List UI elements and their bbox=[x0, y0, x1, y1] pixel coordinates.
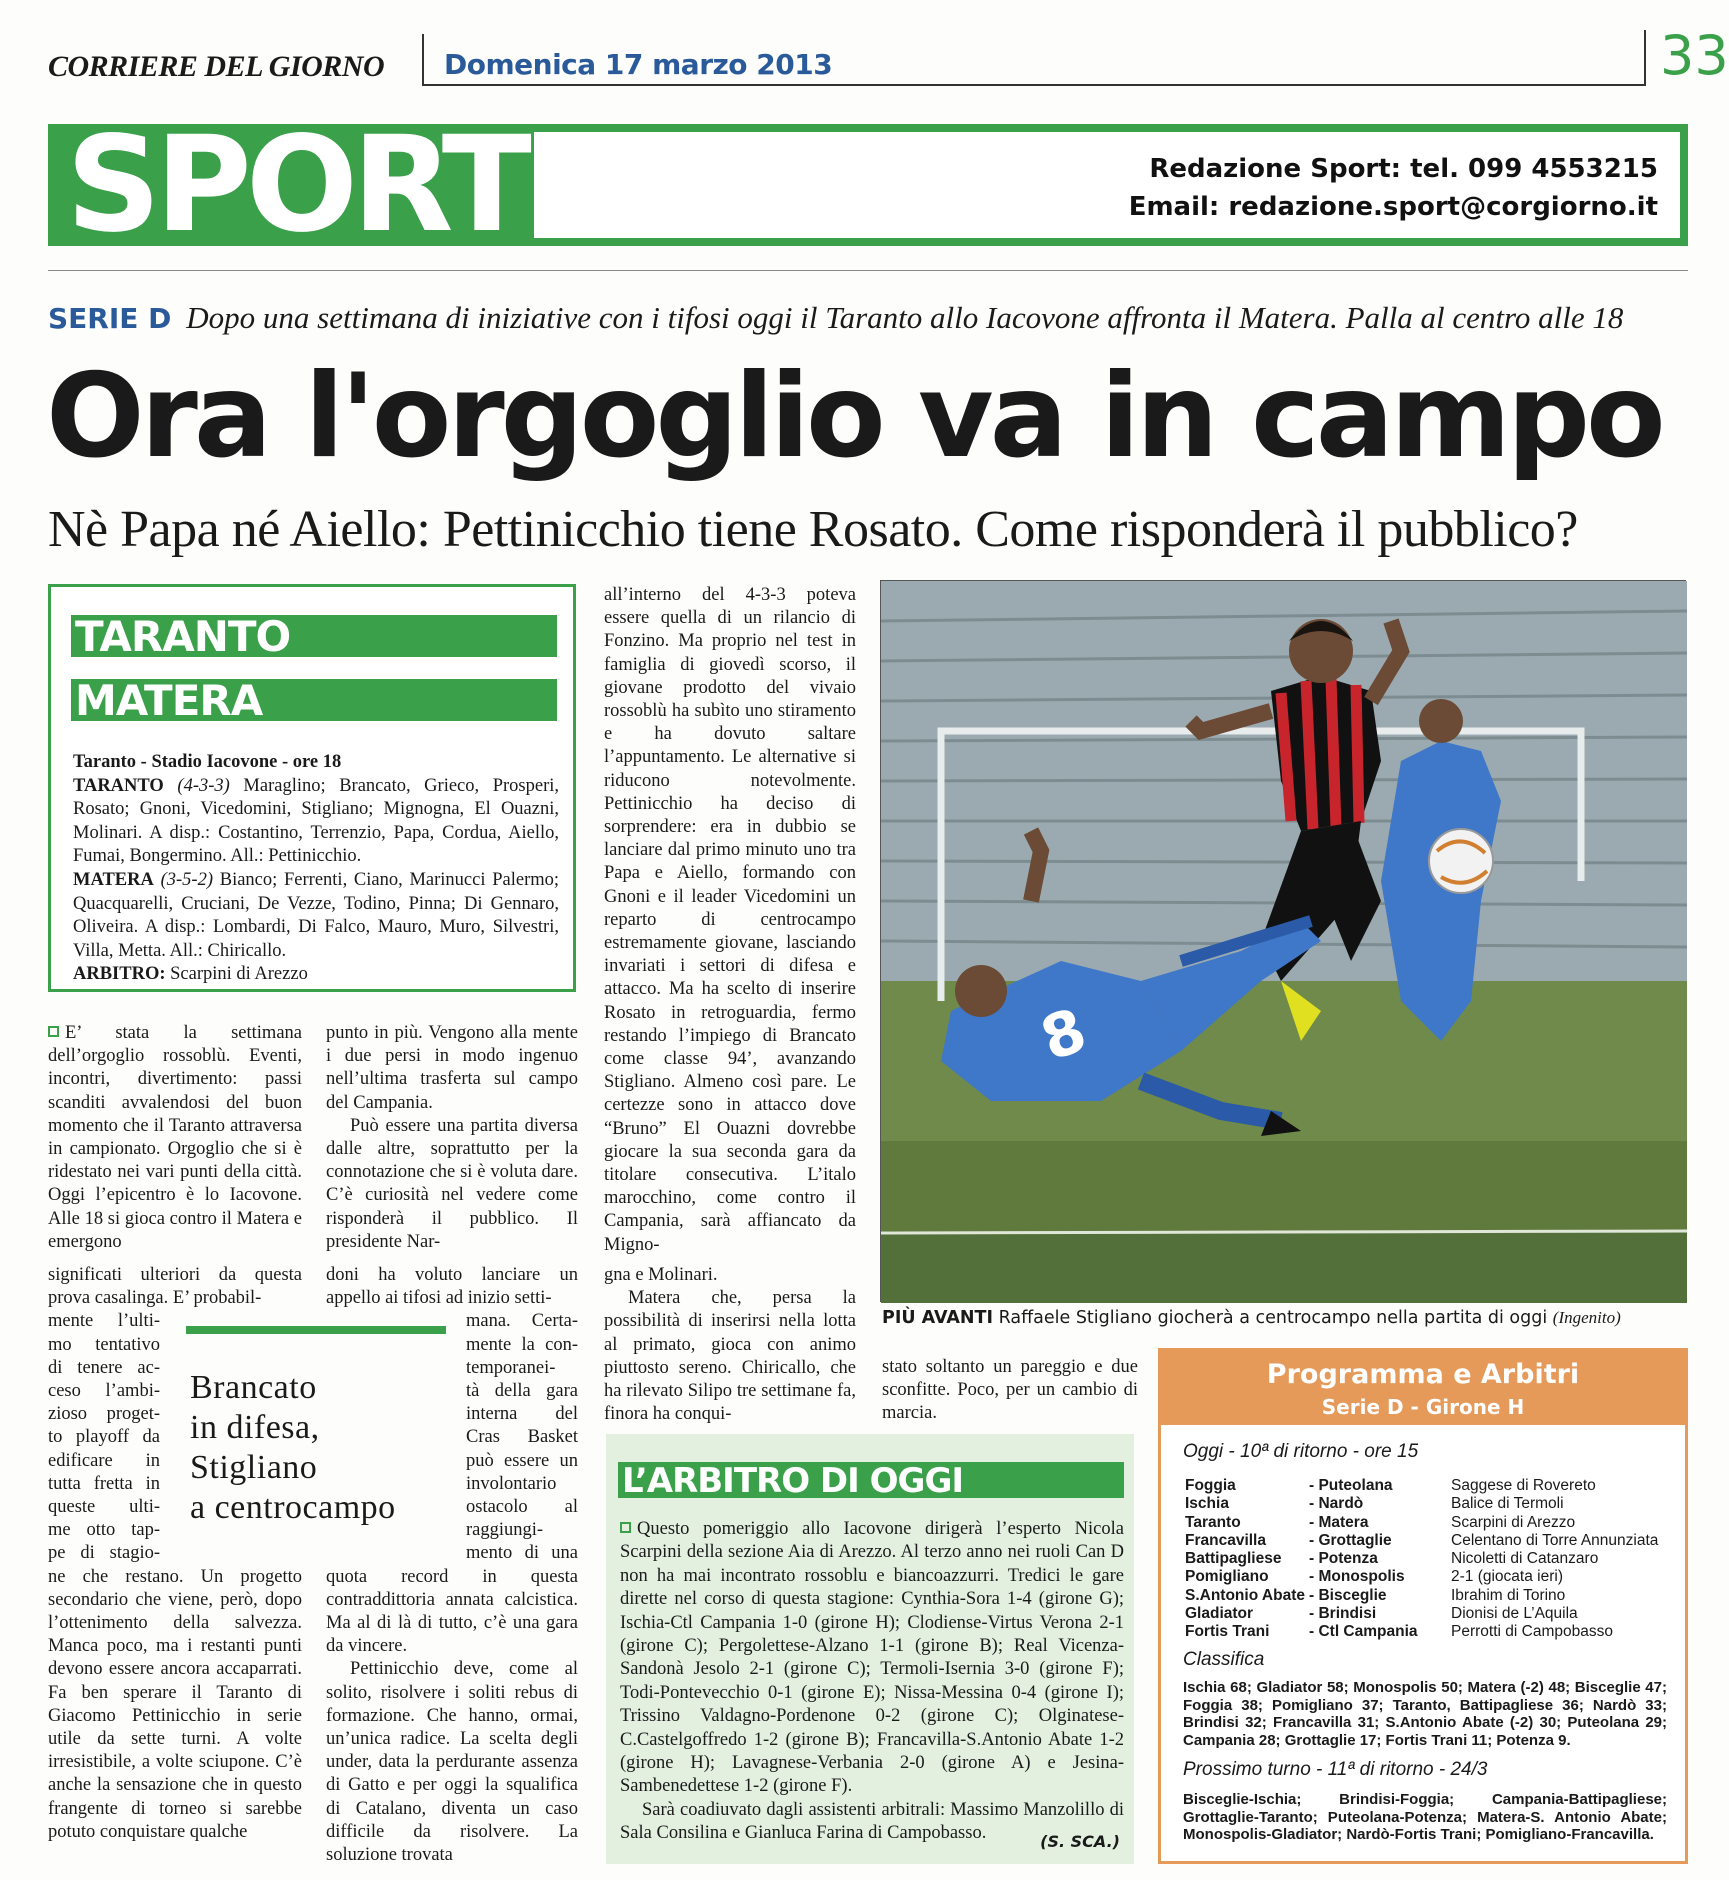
bullet-icon bbox=[620, 1522, 631, 1533]
article-col1-top: E’ stata la settimana dell’orgoglio rossoblù. Eventi, incontri, divertimento: passi scanditi avvalendosi del buon momento che il Taranto attraversa in campionato. Orgoglio che si è ridestato nei vari punti della città. Oggi l’epicentro è lo Iacovone. Alle 18 si gioca contro il Matera e emergono bbox=[48, 1023, 302, 1252]
fixture-referee: Perrotti di Campobasso bbox=[1451, 1623, 1613, 1641]
lineups bbox=[73, 751, 559, 987]
kicker-tag: SERIE D bbox=[48, 302, 172, 335]
referee-box-title: L’ARBITRO DI OGGI bbox=[618, 1462, 1124, 1498]
fixture-referee: Saggese di Rovereto bbox=[1451, 1477, 1596, 1494]
fixture-home: Pomigliano bbox=[1185, 1568, 1269, 1586]
next-round: Bisceglie-Ischia; Brindisi-Foggia; Campania-Battipagliese; Grottaglie-Taranto; Puteolana-Potenza; Matera-S. Antonio Abate; Monospolis-Gladiator; Nardò-Fortis Trani; Pomigliano-Francavilla. bbox=[1183, 1791, 1667, 1844]
fixture-away: - Nardò bbox=[1309, 1495, 1364, 1513]
section-banner bbox=[48, 108, 1688, 262]
fixture-row bbox=[1185, 1495, 1665, 1513]
issue-date: Domenica 17 marzo 2013 bbox=[444, 48, 833, 81]
fixture-row bbox=[1185, 1477, 1665, 1495]
caption-text: Raffaele Stigliano giocherà a centrocampo nella partita di oggi bbox=[998, 1308, 1548, 1328]
fixture-referee: Balice di Termoli bbox=[1451, 1495, 1564, 1513]
wrapped-line: raggiungi- bbox=[466, 1520, 544, 1541]
wrapped-line: mente l’ulti- bbox=[48, 1311, 160, 1332]
program-subtitle: Serie D - Girone H bbox=[1321, 1395, 1525, 1419]
wrapped-line: temporanei- bbox=[466, 1357, 556, 1378]
shirt-number: 8 bbox=[1032, 995, 1096, 1076]
headline: Ora l'orgoglio va in campo bbox=[46, 349, 1662, 484]
fixture-away: - Ctl Campania bbox=[1309, 1623, 1418, 1641]
wrapped-line: involontario bbox=[466, 1473, 557, 1494]
team-home-bar: TARANTO bbox=[71, 615, 557, 657]
fixture-away: - Bisceglie bbox=[1309, 1586, 1387, 1604]
fixture-away: - Grottaglie bbox=[1309, 1531, 1392, 1549]
page-number: 33 bbox=[1660, 24, 1729, 87]
program-title: Programma e Arbitri bbox=[1266, 1359, 1580, 1390]
fixture-home: Francavilla bbox=[1185, 1531, 1266, 1549]
contact-box bbox=[534, 132, 1680, 238]
fixture-away: - Matera bbox=[1309, 1513, 1369, 1531]
fixture-referee: 2-1 (giocata ieri) bbox=[1451, 1568, 1563, 1586]
caption-credit: (Ingenito) bbox=[1552, 1308, 1621, 1327]
fixture-away: - Brindisi bbox=[1309, 1605, 1377, 1623]
wrapped-line: può essere un bbox=[466, 1450, 578, 1471]
fixture-referee: Ibrahim di Torino bbox=[1451, 1586, 1566, 1604]
section-title: SPORT bbox=[66, 108, 526, 262]
pullquote-rule bbox=[186, 1326, 446, 1334]
contact-phone: Redazione Sport: tel. 099 4553215 bbox=[1149, 154, 1658, 184]
article-col2-top: punto in più. Vengono alla mente i due persi in modo ingenuo nell’ultima trasferta sul campo del Campania. Può essere una partita diversa dalle altre, soprattutto per la connotazione che si è voluta dare. C’è curiosità nel vedere come risponderà il pubblico. Il presidente Nar- bbox=[326, 1023, 578, 1252]
match-photo bbox=[880, 580, 1686, 1302]
fixture-home: Foggia bbox=[1185, 1477, 1236, 1494]
standings-label: Classifica bbox=[1183, 1649, 1265, 1670]
fixture-home: Ischia bbox=[1185, 1495, 1229, 1513]
author-signature: (S. SCA.) bbox=[1040, 1832, 1120, 1851]
wrapped-lines bbox=[466, 1310, 578, 1565]
fixture-row bbox=[1185, 1623, 1665, 1641]
program-header bbox=[1161, 1351, 1685, 1425]
photo-illustration bbox=[881, 581, 1687, 1303]
caption-tag: PIÙ AVANTI bbox=[882, 1308, 993, 1328]
wrapped-line: pe di stagio- bbox=[48, 1543, 160, 1564]
wrapped-line: Cras Basket bbox=[466, 1427, 578, 1448]
program-box bbox=[1158, 1348, 1688, 1864]
wrapped-line: ceso l’ambi- bbox=[48, 1381, 160, 1402]
masthead-rule bbox=[422, 84, 1644, 86]
article-col1-bottom: significati ulteriori da questa prova casalinga. E’ probabil- mente l’ulti- mo tentativo di tenere ac- ceso l’ambi- zioso proget- to playoff da edificare in tutta fretta in queste ulti- me otto tap- pe di stagio- ne che restano. Un progetto secondario che viene, però, dopo l’ottenimento della salvezza. Manca poco, ma i restanti punti devono essere ancora accaparrati. Fa ben sperare il Taranto di Giacomo Pettinicchio in serie utile da sette turni. A volte irresistibile, a volte sciupone. C’è anche la sensazione che in questo frangente di torneo si sarebbe potuto conquistare qualche bbox=[48, 1265, 302, 1842]
wrapped-line: mento di una bbox=[466, 1543, 578, 1564]
fixture-home: Battipagliese bbox=[1185, 1550, 1282, 1568]
fixture-home: Gladiator bbox=[1185, 1605, 1254, 1623]
wrapped-line: tutta fretta in bbox=[48, 1473, 160, 1494]
newspaper-name: CORRIERE DEL GIORNO bbox=[48, 50, 385, 83]
fixture-row bbox=[1185, 1532, 1665, 1550]
wrapped-line: mana. Certa- bbox=[466, 1311, 578, 1332]
fixture-row bbox=[1185, 1514, 1665, 1532]
wrapped-line: zioso proget- bbox=[48, 1404, 160, 1425]
bullet-icon bbox=[48, 1026, 59, 1037]
wrapped-line: di tenere ac- bbox=[48, 1357, 160, 1378]
wrapped-line: tà della gara bbox=[466, 1381, 578, 1402]
wrapped-line: interna del bbox=[466, 1404, 578, 1425]
kicker bbox=[48, 300, 1698, 336]
wrapped-line: me otto tap- bbox=[48, 1520, 160, 1541]
contact-info bbox=[1129, 150, 1658, 226]
wrapped-line: edificare in bbox=[48, 1450, 160, 1471]
masthead bbox=[48, 20, 1729, 90]
kicker-text: Dopo una settimana di iniziative con i tifosi oggi il Taranto allo Iacovone affronta il Matera. Palla al centro alle 18 bbox=[186, 300, 1624, 335]
fixture-home: S.Antonio Abate bbox=[1185, 1586, 1305, 1604]
wrapped-line: mo tentativo bbox=[48, 1334, 160, 1355]
wrapped-line: to playoff da bbox=[48, 1427, 160, 1448]
next-round-label: Prossimo turno - 11ª di ritorno - 24/3 bbox=[1183, 1759, 1488, 1780]
match-box bbox=[48, 584, 576, 992]
wrapped-line: ostacolo al bbox=[466, 1497, 578, 1518]
referee-line: ARBITRO: Scarpini di Arezzo bbox=[73, 964, 308, 985]
fixture-row bbox=[1185, 1605, 1665, 1623]
fixture-away: - Monospolis bbox=[1309, 1568, 1405, 1586]
fixture-home: Taranto bbox=[1185, 1513, 1241, 1531]
lineup-home: TARANTO (4-3-3) Maraglino; Brancato, Grieco, Prosperi, Rosato; Gnoni, Vicedomini, Stigliano; Mignogna, El Ouazni, Molinari. A disp.: Costantino, Terrenzio, Papa, Cordua, Aiello, Fumai, Bongermino. All.: Pettinicchio. bbox=[73, 775, 560, 867]
article-col3-continued: gna e Molinari. Matera che, persa la possibilità di inserirsi nella lotta al primato, gioca con animo piuttosto sereno. Chiricallo, che ha rilevato Silipo tre settimane fa, finora ha conqui- bbox=[604, 1265, 856, 1425]
masthead-divider bbox=[1644, 30, 1646, 86]
pullquote-text: Brancato in difesa, Stigliano a centrocampo bbox=[190, 1369, 396, 1526]
article-col4: stato soltanto un pareggio e due sconfitte. Poco, per un cambio di marcia. bbox=[882, 1357, 1138, 1424]
team-away-bar: MATERA bbox=[71, 679, 557, 721]
subheadline: Nè Papa né Aiello: Pettinicchio tiene Rosato. Come risponderà il pubblico? bbox=[48, 501, 1578, 558]
fixtures-list bbox=[1185, 1477, 1665, 1642]
fixture-row bbox=[1185, 1550, 1665, 1568]
fixture-home: Fortis Trani bbox=[1185, 1623, 1270, 1641]
article-col2-bottom: doni ha voluto lanciare un appello ai tifosi ad inizio setti- mana. Certa- mente la con- temporanei- tà della gara interna del Cras Basket può essere un involontario ostacolo al raggiungi- mento di una quota record in questa contraddittoria annata calcistica. Ma al di là di tutto, c’è una gara da vincere. Pettinicchio deve, come al solito, risolvere i soliti rebus di formazione. Che hanno, ormai, un’unica radice. La scelta degli under, data la perdurante assenza di Gatto e per oggi la squalifica di Catalano, diventa un caso difficile da risolvere. La soluzione trovata bbox=[326, 1265, 578, 1866]
referee-box-body: Questo pomeriggio allo Iacovone dirigerà l’esperto Nicola Scarpini della sezione Aia di Arezzo. Al terzo anno nei ruoli Can D non ha mai incontrato rossoblu e biancoazzurri. Tredici le gare dirette nel corso di questa stagione: Cynthia-Sora 1-4 (girone G); Ischia-Ctl Campania 1-0 (girone H); Clodiense-Virtus Verona 2-1 (girone C); Pergolettese-Alzano 1-1 (girone B); Real Vicenza-Sandonà Jesolo 2-1 (girone C); Termoli-Isernia 3-0 (girone F); Todi-Pontevecchio 0-1 (girone E); Nissa-Messina 0-4 (girone I); Trissino Valdagno-Pordenone 0-2 (girone C); Olginatese-C.Castelgoffredo 1-2 (girone B); Francavilla-S.Antonio Abate 1-2 (girone H); Lavagnese-Verbania 2-0 (girone A) e Jesina-Sambenedettese 1-2 (girone F). Sarà coadiuvato dagli assistenti arbitrali: Massimo Manzolillo di Sala Consilina e Gianluca Farina di Campobasso. bbox=[620, 1519, 1124, 1844]
venue: Taranto - Stadio Iacovone - ore 18 bbox=[73, 752, 342, 772]
contact-email: Email: redazione.sport@corgiorno.it bbox=[1128, 192, 1658, 222]
fixture-referee: Celentano di Torre Annunziata bbox=[1451, 1531, 1659, 1549]
fixture-row bbox=[1185, 1587, 1665, 1605]
fixture-referee: Scarpini di Arezzo bbox=[1451, 1513, 1576, 1531]
standings: Ischia 68; Gladiator 58; Monospolis 50; Matera (-2) 48; Bisceglie 47; Foggia 38; Pomigliano 37; Taranto, Battipagliese 36; Nardò 33; Brindisi 32; Francavilla 31; S.Antonio Abate (-2) 30; Puteolana 29; Campania 28; Grottaglie 17; Fortis Trani 11; Potenza 9. bbox=[1183, 1679, 1667, 1749]
lineup-away: MATERA (3-5-2) Bianco; Ferrenti, Ciano, Marinucci Palermo; Quacquarelli, Cruciani, De Vezze, Todino, Pinna; Di Gennaro, Oliveira. A disp.: Lombardi, Di Falco, Mauro, Muro, Silvestri, Villa, Metta. All.: Chiricallo. bbox=[73, 869, 560, 961]
today-label: Oggi - 10ª di ritorno - ore 15 bbox=[1183, 1441, 1419, 1462]
fixture-row bbox=[1185, 1568, 1665, 1586]
article-col3: all’interno del 4-3-3 poteva essere quella di un rilancio di Fonzino. Ma proprio nel test in famiglia di giovedì scorso, il giovane prodotto del vivaio rossoblù ha subìto uno stiramento e ha dovuto saltare l’appuntamento. Le alternative si riducono notevolmente. Pettinicchio ha deciso di sorprendere: era in dubbio se lanciare dal primo minuto uno tra Papa e Aiello, formando con Gnoni e il leader Vicedomini un reparto di centrocampo estremamente giovane, lasciando invariati i settori di difesa e attacco. Ma ha scelto di inserire Rosato in retroguardia, fermo restando l’impiego di Brancato come classe 94’, avanzando Stigliano. Almeno così pare. Le certezze sono in attacco dove “Bruno” El Ouazni dovrebbe giocare la sua seconda gara da titolare consecutiva. L’italo marocchino, come contro il Campania, sarà affiancato da Migno- bbox=[604, 585, 856, 1255]
masthead-divider bbox=[422, 34, 424, 86]
fixture-away: - Puteolana bbox=[1309, 1477, 1393, 1494]
wrapped-line: mente la con- bbox=[466, 1334, 578, 1355]
fixture-away: - Potenza bbox=[1309, 1550, 1378, 1568]
wrapped-line: queste ulti- bbox=[48, 1497, 160, 1518]
fixture-referee: Dionisi de L’Aquila bbox=[1451, 1605, 1578, 1623]
divider bbox=[48, 270, 1688, 271]
photo-caption bbox=[882, 1308, 1688, 1328]
referee-box bbox=[606, 1434, 1134, 1864]
fixture-referee: Nicoletti di Catanzaro bbox=[1451, 1550, 1599, 1568]
